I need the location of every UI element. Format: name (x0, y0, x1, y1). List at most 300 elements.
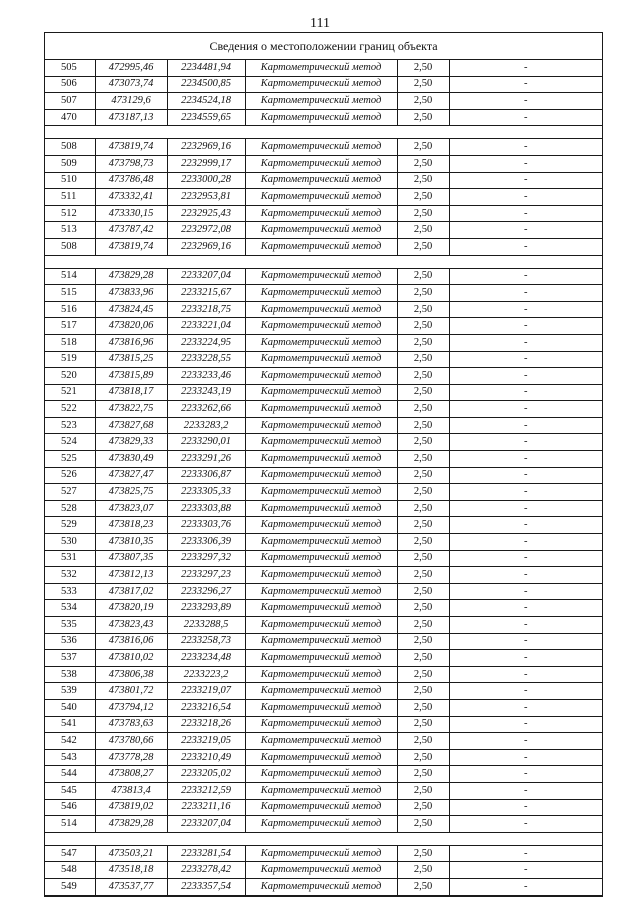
y-coordinate-cell: 2233221,04 (167, 318, 245, 335)
y-coordinate-cell: 2233288,5 (167, 617, 245, 634)
x-coordinate-cell: 473783,63 (95, 716, 167, 733)
point-number-cell: 508 (45, 238, 95, 255)
note-cell: - (449, 222, 602, 239)
point-number-cell: 512 (45, 205, 95, 222)
method-cell: Картометрический метод (245, 799, 397, 816)
object-boundary-table (44, 32, 603, 897)
group-separator-row (45, 126, 602, 139)
accuracy-cell: 2,50 (397, 93, 449, 110)
note-cell: - (449, 716, 602, 733)
x-coordinate-cell: 473810,02 (95, 650, 167, 667)
point-number-cell: 470 (45, 109, 95, 126)
table-row (45, 268, 602, 285)
y-coordinate-cell: 2233306,87 (167, 467, 245, 484)
table-row (45, 845, 602, 862)
method-cell: Картометрический метод (245, 301, 397, 318)
x-coordinate-cell: 473794,12 (95, 699, 167, 716)
x-coordinate-cell: 473827,47 (95, 467, 167, 484)
y-coordinate-cell: 2234559,65 (167, 109, 245, 126)
accuracy-cell: 2,50 (397, 845, 449, 862)
table-row (45, 534, 602, 551)
accuracy-cell: 2,50 (397, 878, 449, 895)
point-number-cell: 536 (45, 633, 95, 650)
note-cell: - (449, 650, 602, 667)
accuracy-cell: 2,50 (397, 517, 449, 534)
method-cell: Картометрический метод (245, 683, 397, 700)
note-cell: - (449, 172, 602, 189)
table-row (45, 172, 602, 189)
accuracy-cell: 2,50 (397, 285, 449, 302)
point-number-cell: 540 (45, 699, 95, 716)
x-coordinate-cell: 473801,72 (95, 683, 167, 700)
y-coordinate-cell: 2233234,48 (167, 650, 245, 667)
coordinates-body (45, 60, 602, 895)
note-cell: - (449, 583, 602, 600)
note-cell: - (449, 205, 602, 222)
note-cell: - (449, 451, 602, 468)
method-cell: Картометрический метод (245, 109, 397, 126)
note-cell: - (449, 301, 602, 318)
y-coordinate-cell: 2233283,2 (167, 417, 245, 434)
table-row (45, 816, 602, 833)
note-cell: - (449, 318, 602, 335)
x-coordinate-cell: 473813,4 (95, 782, 167, 799)
method-cell: Картометрический метод (245, 222, 397, 239)
note-cell: - (449, 799, 602, 816)
note-cell: - (449, 334, 602, 351)
point-number-cell: 533 (45, 583, 95, 600)
method-cell: Картометрический метод (245, 417, 397, 434)
page-number: 111 (310, 16, 330, 31)
table-row (45, 401, 602, 418)
method-cell: Картометрический метод (245, 749, 397, 766)
accuracy-cell: 2,50 (397, 434, 449, 451)
method-cell: Картометрический метод (245, 650, 397, 667)
x-coordinate-cell: 473778,28 (95, 749, 167, 766)
y-coordinate-cell: 2232999,17 (167, 155, 245, 172)
method-cell: Картометрический метод (245, 401, 397, 418)
table-row (45, 318, 602, 335)
note-cell: - (449, 862, 602, 879)
point-number-cell: 510 (45, 172, 95, 189)
point-number-cell: 509 (45, 155, 95, 172)
point-number-cell: 513 (45, 222, 95, 239)
point-number-cell: 530 (45, 534, 95, 551)
point-number-cell: 532 (45, 567, 95, 584)
table-row (45, 583, 602, 600)
note-cell: - (449, 534, 602, 551)
point-number-cell: 544 (45, 766, 95, 783)
method-cell: Картометрический метод (245, 155, 397, 172)
accuracy-cell: 2,50 (397, 862, 449, 879)
table-row (45, 384, 602, 401)
y-coordinate-cell: 2233243,19 (167, 384, 245, 401)
method-cell: Картометрический метод (245, 351, 397, 368)
y-coordinate-cell: 2233303,76 (167, 517, 245, 534)
table-row (45, 60, 602, 76)
note-cell: - (449, 517, 602, 534)
x-coordinate-cell: 473833,96 (95, 285, 167, 302)
point-number-cell: 534 (45, 600, 95, 617)
y-coordinate-cell: 2233218,75 (167, 301, 245, 318)
table-row (45, 205, 602, 222)
y-coordinate-cell: 2233291,26 (167, 451, 245, 468)
y-coordinate-cell: 2233306,39 (167, 534, 245, 551)
table-row (45, 550, 602, 567)
note-cell: - (449, 816, 602, 833)
note-cell: - (449, 845, 602, 862)
point-number-cell: 518 (45, 334, 95, 351)
point-number-cell: 543 (45, 749, 95, 766)
method-cell: Картометрический метод (245, 567, 397, 584)
table-row (45, 683, 602, 700)
table-row (45, 666, 602, 683)
note-cell: - (449, 93, 602, 110)
y-coordinate-cell: 2233215,67 (167, 285, 245, 302)
note-cell: - (449, 699, 602, 716)
x-coordinate-cell: 473820,06 (95, 318, 167, 335)
point-number-cell: 515 (45, 285, 95, 302)
note-cell: - (449, 567, 602, 584)
note-cell: - (449, 633, 602, 650)
method-cell: Картометрический метод (245, 285, 397, 302)
method-cell: Картометрический метод (245, 93, 397, 110)
y-coordinate-cell: 2233303,88 (167, 500, 245, 517)
table-row (45, 222, 602, 239)
note-cell: - (449, 766, 602, 783)
accuracy-cell: 2,50 (397, 109, 449, 126)
method-cell: Картометрический метод (245, 76, 397, 93)
accuracy-cell: 2,50 (397, 222, 449, 239)
table-row (45, 733, 602, 750)
y-coordinate-cell: 2233210,49 (167, 749, 245, 766)
note-cell: - (449, 238, 602, 255)
method-cell: Картометрический метод (245, 139, 397, 156)
table-row (45, 434, 602, 451)
point-number-cell: 526 (45, 467, 95, 484)
x-coordinate-cell: 473187,13 (95, 109, 167, 126)
accuracy-cell: 2,50 (397, 799, 449, 816)
table-row (45, 600, 602, 617)
y-coordinate-cell: 2233205,02 (167, 766, 245, 783)
y-coordinate-cell: 2233207,04 (167, 268, 245, 285)
note-cell: - (449, 401, 602, 418)
point-number-cell: 514 (45, 816, 95, 833)
table-row (45, 782, 602, 799)
method-cell: Картометрический метод (245, 334, 397, 351)
x-coordinate-cell: 473810,35 (95, 534, 167, 551)
x-coordinate-cell: 473518,18 (95, 862, 167, 879)
point-number-cell: 542 (45, 733, 95, 750)
method-cell: Картометрический метод (245, 205, 397, 222)
method-cell: Картометрический метод (245, 845, 397, 862)
x-coordinate-cell: 473129,6 (95, 93, 167, 110)
group-separator-row (45, 255, 602, 268)
point-number-cell: 516 (45, 301, 95, 318)
x-coordinate-cell: 473503,21 (95, 845, 167, 862)
y-coordinate-cell: 2234481,94 (167, 60, 245, 76)
table-row (45, 567, 602, 584)
y-coordinate-cell: 2233207,04 (167, 816, 245, 833)
note-cell: - (449, 189, 602, 206)
accuracy-cell: 2,50 (397, 816, 449, 833)
y-coordinate-cell: 2233211,16 (167, 799, 245, 816)
x-coordinate-cell: 473819,74 (95, 139, 167, 156)
y-coordinate-cell: 2233000,28 (167, 172, 245, 189)
y-coordinate-cell: 2233258,73 (167, 633, 245, 650)
accuracy-cell: 2,50 (397, 666, 449, 683)
method-cell: Картометрический метод (245, 534, 397, 551)
table-row (45, 368, 602, 385)
accuracy-cell: 2,50 (397, 699, 449, 716)
y-coordinate-cell: 2233290,01 (167, 434, 245, 451)
x-coordinate-cell: 473798,73 (95, 155, 167, 172)
table-title: Сведения о местоположении границ объекта (45, 32, 602, 60)
y-coordinate-cell: 2233305,33 (167, 484, 245, 501)
x-coordinate-cell: 473780,66 (95, 733, 167, 750)
x-coordinate-cell: 473818,17 (95, 384, 167, 401)
accuracy-cell: 2,50 (397, 583, 449, 600)
note-cell: - (449, 434, 602, 451)
point-number-cell: 539 (45, 683, 95, 700)
table-row (45, 799, 602, 816)
method-cell: Картометрический метод (245, 467, 397, 484)
method-cell: Картометрический метод (245, 862, 397, 879)
point-number-cell: 506 (45, 76, 95, 93)
note-cell: - (449, 733, 602, 750)
accuracy-cell: 2,50 (397, 600, 449, 617)
accuracy-cell: 2,50 (397, 716, 449, 733)
table-row (45, 351, 602, 368)
note-cell: - (449, 500, 602, 517)
method-cell: Картометрический метод (245, 583, 397, 600)
y-coordinate-cell: 2233216,54 (167, 699, 245, 716)
note-cell: - (449, 285, 602, 302)
y-coordinate-cell: 2233218,26 (167, 716, 245, 733)
method-cell: Картометрический метод (245, 782, 397, 799)
table-row (45, 862, 602, 879)
accuracy-cell: 2,50 (397, 334, 449, 351)
method-cell: Картометрический метод (245, 766, 397, 783)
point-number-cell: 514 (45, 268, 95, 285)
method-cell: Картометрический метод (245, 268, 397, 285)
table-row (45, 699, 602, 716)
note-cell: - (449, 139, 602, 156)
method-cell: Картометрический метод (245, 517, 397, 534)
accuracy-cell: 2,50 (397, 351, 449, 368)
point-number-cell: 505 (45, 60, 95, 76)
x-coordinate-cell: 473825,75 (95, 484, 167, 501)
x-coordinate-cell: 473332,41 (95, 189, 167, 206)
accuracy-cell: 2,50 (397, 268, 449, 285)
accuracy-cell: 2,50 (397, 534, 449, 551)
x-coordinate-cell: 473830,49 (95, 451, 167, 468)
method-cell: Картометрический метод (245, 238, 397, 255)
y-coordinate-cell: 2234524,18 (167, 93, 245, 110)
x-coordinate-cell: 473822,75 (95, 401, 167, 418)
point-number-cell: 535 (45, 617, 95, 634)
accuracy-cell: 2,50 (397, 155, 449, 172)
method-cell: Картометрический метод (245, 733, 397, 750)
table-row (45, 878, 602, 895)
x-coordinate-cell: 473827,68 (95, 417, 167, 434)
x-coordinate-cell: 473806,38 (95, 666, 167, 683)
separator-cell (45, 126, 602, 139)
point-number-cell: 517 (45, 318, 95, 335)
method-cell: Картометрический метод (245, 60, 397, 76)
point-number-cell: 537 (45, 650, 95, 667)
table-row (45, 517, 602, 534)
method-cell: Картометрический метод (245, 600, 397, 617)
method-cell: Картометрический метод (245, 172, 397, 189)
y-coordinate-cell: 2232972,08 (167, 222, 245, 239)
y-coordinate-cell: 2233224,95 (167, 334, 245, 351)
table-row (45, 617, 602, 634)
point-number-cell: 520 (45, 368, 95, 385)
y-coordinate-cell: 2233281,54 (167, 845, 245, 862)
method-cell: Картометрический метод (245, 666, 397, 683)
x-coordinate-cell: 473817,02 (95, 583, 167, 600)
method-cell: Картометрический метод (245, 189, 397, 206)
table-row (45, 716, 602, 733)
x-coordinate-cell: 473330,15 (95, 205, 167, 222)
x-coordinate-cell: 473829,28 (95, 268, 167, 285)
table-row (45, 417, 602, 434)
table-row (45, 467, 602, 484)
note-cell: - (449, 109, 602, 126)
method-cell: Картометрический метод (245, 816, 397, 833)
table-row (45, 451, 602, 468)
y-coordinate-cell: 2232969,16 (167, 238, 245, 255)
accuracy-cell: 2,50 (397, 139, 449, 156)
table-row (45, 334, 602, 351)
method-cell: Картометрический метод (245, 434, 397, 451)
note-cell: - (449, 368, 602, 385)
accuracy-cell: 2,50 (397, 484, 449, 501)
note-cell: - (449, 484, 602, 501)
point-number-cell: 508 (45, 139, 95, 156)
note-cell: - (449, 467, 602, 484)
point-number-cell: 547 (45, 845, 95, 862)
accuracy-cell: 2,50 (397, 650, 449, 667)
point-number-cell: 529 (45, 517, 95, 534)
accuracy-cell: 2,50 (397, 172, 449, 189)
method-cell: Картометрический метод (245, 368, 397, 385)
accuracy-cell: 2,50 (397, 189, 449, 206)
accuracy-cell: 2,50 (397, 749, 449, 766)
method-cell: Картометрический метод (245, 716, 397, 733)
accuracy-cell: 2,50 (397, 617, 449, 634)
x-coordinate-cell: 473823,07 (95, 500, 167, 517)
accuracy-cell: 2,50 (397, 205, 449, 222)
table-row (45, 155, 602, 172)
group-separator-row (45, 832, 602, 845)
method-cell: Картометрический метод (245, 484, 397, 501)
accuracy-cell: 2,50 (397, 467, 449, 484)
method-cell: Картометрический метод (245, 617, 397, 634)
table-row (45, 76, 602, 93)
method-cell: Картометрический метод (245, 451, 397, 468)
x-coordinate-cell: 473819,74 (95, 238, 167, 255)
y-coordinate-cell: 2233297,32 (167, 550, 245, 567)
point-number-cell: 531 (45, 550, 95, 567)
y-coordinate-cell: 2233293,89 (167, 600, 245, 617)
x-coordinate-cell: 473820,19 (95, 600, 167, 617)
accuracy-cell: 2,50 (397, 766, 449, 783)
table-row (45, 749, 602, 766)
x-coordinate-cell: 473829,33 (95, 434, 167, 451)
coordinates-grid (45, 60, 602, 896)
point-number-cell: 524 (45, 434, 95, 451)
method-cell: Картометрический метод (245, 384, 397, 401)
y-coordinate-cell: 2233228,55 (167, 351, 245, 368)
x-coordinate-cell: 473819,02 (95, 799, 167, 816)
table-row (45, 650, 602, 667)
method-cell: Картометрический метод (245, 633, 397, 650)
table-row (45, 484, 602, 501)
note-cell: - (449, 782, 602, 799)
accuracy-cell: 2,50 (397, 633, 449, 650)
note-cell: - (449, 550, 602, 567)
table-row (45, 93, 602, 110)
y-coordinate-cell: 2234500,85 (167, 76, 245, 93)
x-coordinate-cell: 473073,74 (95, 76, 167, 93)
accuracy-cell: 2,50 (397, 550, 449, 567)
point-number-cell: 525 (45, 451, 95, 468)
x-coordinate-cell: 473808,27 (95, 766, 167, 783)
table-row (45, 238, 602, 255)
table-row (45, 301, 602, 318)
note-cell: - (449, 60, 602, 76)
point-number-cell: 527 (45, 484, 95, 501)
y-coordinate-cell: 2233262,66 (167, 401, 245, 418)
x-coordinate-cell: 473787,42 (95, 222, 167, 239)
note-cell: - (449, 666, 602, 683)
x-coordinate-cell: 472995,46 (95, 60, 167, 76)
table-row (45, 189, 602, 206)
method-cell: Картометрический метод (245, 318, 397, 335)
point-number-cell: 546 (45, 799, 95, 816)
point-number-cell: 522 (45, 401, 95, 418)
accuracy-cell: 2,50 (397, 782, 449, 799)
y-coordinate-cell: 2233219,05 (167, 733, 245, 750)
y-coordinate-cell: 2233296,27 (167, 583, 245, 600)
note-cell: - (449, 600, 602, 617)
table-row (45, 766, 602, 783)
note-cell: - (449, 351, 602, 368)
accuracy-cell: 2,50 (397, 567, 449, 584)
accuracy-cell: 2,50 (397, 76, 449, 93)
method-cell: Картометрический метод (245, 550, 397, 567)
accuracy-cell: 2,50 (397, 60, 449, 76)
y-coordinate-cell: 2233233,46 (167, 368, 245, 385)
x-coordinate-cell: 473823,43 (95, 617, 167, 634)
note-cell: - (449, 268, 602, 285)
table-row (45, 109, 602, 126)
x-coordinate-cell: 473807,35 (95, 550, 167, 567)
y-coordinate-cell: 2233223,2 (167, 666, 245, 683)
accuracy-cell: 2,50 (397, 401, 449, 418)
point-number-cell: 523 (45, 417, 95, 434)
y-coordinate-cell: 2233219,07 (167, 683, 245, 700)
point-number-cell: 507 (45, 93, 95, 110)
accuracy-cell: 2,50 (397, 384, 449, 401)
note-cell: - (449, 878, 602, 895)
x-coordinate-cell: 473824,45 (95, 301, 167, 318)
note-cell: - (449, 76, 602, 93)
point-number-cell: 511 (45, 189, 95, 206)
table-row (45, 500, 602, 517)
